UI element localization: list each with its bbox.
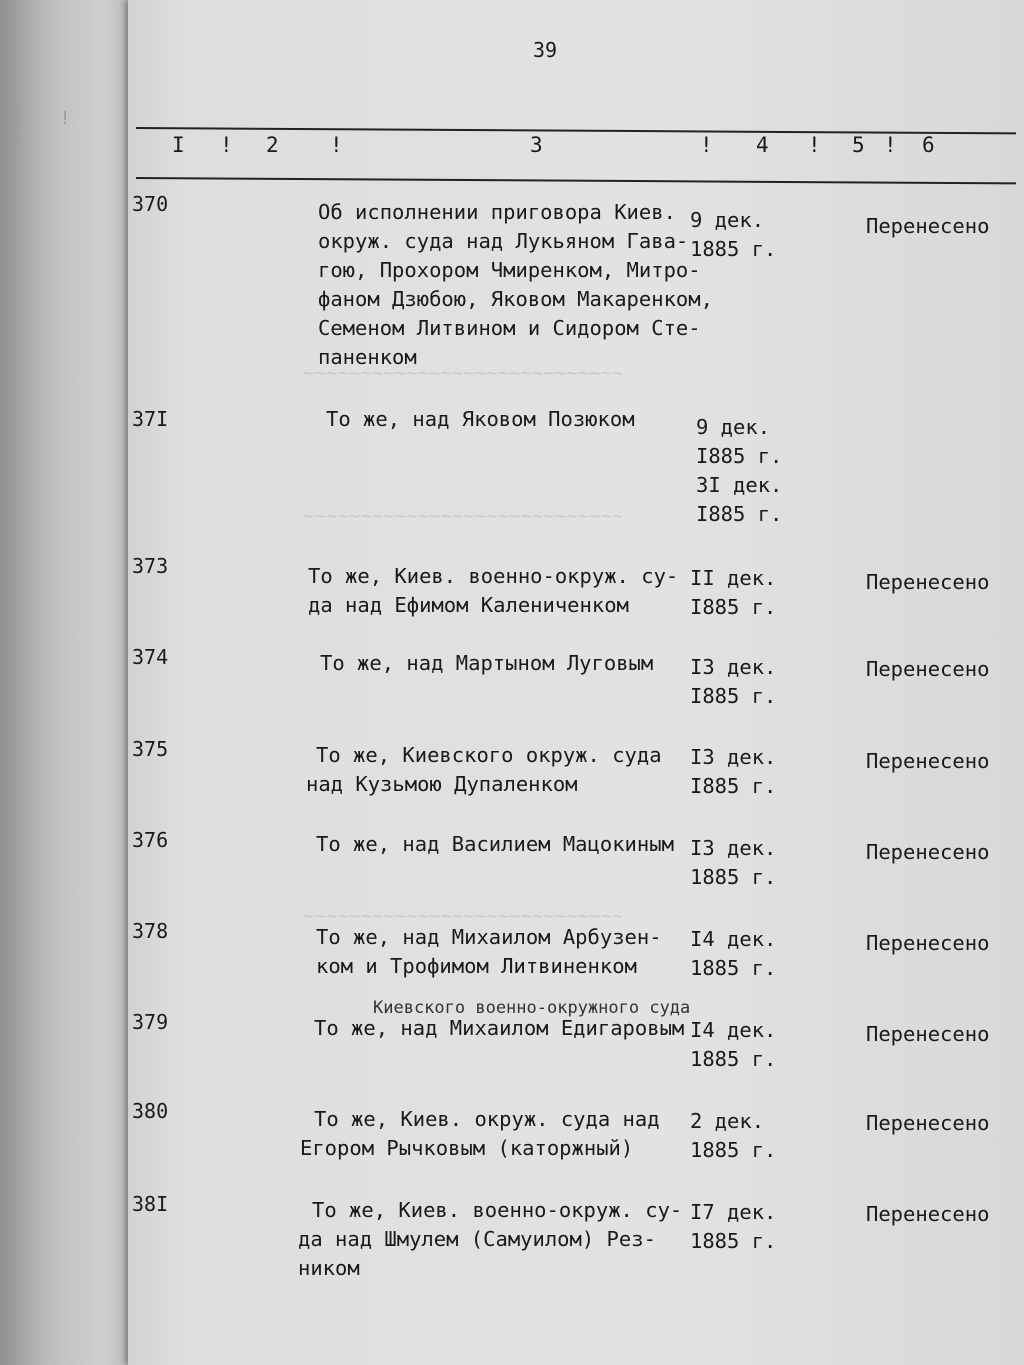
record-date <box>690 743 800 801</box>
book-spine-shadow <box>0 0 135 1365</box>
header-separator: ! <box>220 133 233 157</box>
header-col-6: 6 <box>922 133 935 157</box>
record-description <box>318 198 718 372</box>
document-page <box>128 0 1024 1365</box>
bleed-through-text: ~~~~~~~~~~~~~~~~~~~~~~~~~~~~ <box>303 505 624 527</box>
record-status: Перенесено <box>866 1022 990 1046</box>
date-line: 1885 г. <box>690 865 777 889</box>
record-status: Перенесено <box>866 840 990 864</box>
header-separator: ! <box>884 133 897 157</box>
record-status: Перенесено <box>866 1111 990 1135</box>
date-line: 9 дек. <box>696 415 771 439</box>
record-status: Перенесено <box>866 931 990 955</box>
record-date <box>690 564 800 622</box>
table-header-rule <box>136 177 1016 184</box>
date-line: II дек. <box>690 566 777 590</box>
header-col-1: I <box>172 133 185 157</box>
record-status: Перенесено <box>866 657 990 681</box>
record-date <box>696 413 806 529</box>
description-line: То же, над Михаилом Арбузен- <box>316 925 662 949</box>
record-date <box>690 925 800 983</box>
description-line: Семеном Литвином и Сидором Сте- <box>318 316 701 340</box>
header-col-2: 2 <box>266 133 279 157</box>
description-line: ком и Трофимом Литвиненком <box>316 954 637 978</box>
description-line: То же, над Яковом Позюком <box>326 407 635 431</box>
record-number: 379 <box>132 1010 169 1034</box>
date-line: I885 г. <box>696 502 783 526</box>
description-line: То же, над Василием Мацокиным <box>316 832 674 856</box>
record-description <box>316 830 716 859</box>
date-line: I885 г. <box>696 444 783 468</box>
date-line: 1885 г. <box>690 1229 777 1253</box>
record-date <box>690 206 800 264</box>
description-line: окруж. суда над Лукьяном Гава- <box>318 229 689 253</box>
date-line: I3 дек. <box>690 655 777 679</box>
record-number: 376 <box>132 828 169 852</box>
date-line: 1885 г. <box>690 237 777 261</box>
description-line: над Кузьмою Дупаленком <box>306 772 578 796</box>
handwritten-insertion: Киевского военно-окружного суда <box>373 998 691 1018</box>
date-line: I885 г. <box>690 774 777 798</box>
description-line: да над Ефимом Калениченком <box>308 593 629 617</box>
record-status: Перенесено <box>866 749 990 773</box>
description-line: То же, Киев. военно-окруж. су- <box>308 564 679 588</box>
description-line: То же, над Мартыном Луговым <box>320 651 654 675</box>
record-date <box>690 653 800 711</box>
header-separator: ! <box>808 133 821 157</box>
bleed-through-text: ~~~~~~~~~~~~~~~~~~~~~~~~~~~~ <box>303 905 624 927</box>
date-line: 1885 г. <box>690 956 777 980</box>
description-line: паненком <box>318 345 417 369</box>
description-line: Об исполнении приговора Киев. <box>318 200 676 224</box>
date-line: 1885 г. <box>690 1138 777 1162</box>
record-description <box>316 923 716 981</box>
date-line: I3 дек. <box>690 745 777 769</box>
date-line: I3 дек. <box>690 836 777 860</box>
description-line: гою, Прохором Чмиренком, Митро- <box>318 258 701 282</box>
description-line: да над Шмулем (Самуилом) Рез- <box>298 1227 656 1251</box>
date-line: 2 дек. <box>690 1109 765 1133</box>
record-status: Перенесено <box>866 570 990 594</box>
record-description <box>314 1014 714 1043</box>
date-line: I4 дек. <box>690 1018 777 1042</box>
date-line: I885 г. <box>690 595 777 619</box>
record-description <box>298 1196 712 1283</box>
description-line: То же, над Михаилом Едигаровым <box>314 1016 685 1040</box>
record-number: 38I <box>132 1192 169 1216</box>
description-line: То же, Киев. военно-окруж. су- <box>312 1198 683 1222</box>
record-description <box>306 741 716 799</box>
record-number: 375 <box>132 737 169 761</box>
header-separator: ! <box>330 133 343 157</box>
record-description <box>326 405 726 434</box>
date-line: I885 г. <box>690 684 777 708</box>
record-status: Перенесено <box>866 1202 990 1226</box>
record-number: 373 <box>132 554 169 578</box>
record-date <box>690 1198 800 1256</box>
date-line: 9 дек. <box>690 208 765 232</box>
record-number: 374 <box>132 645 169 669</box>
bleed-through-marks: 8 ! ! <box>10 108 85 150</box>
date-line: 3I дек. <box>696 473 783 497</box>
header-separator: ! <box>700 133 713 157</box>
record-number: 378 <box>132 919 169 943</box>
description-line: То же, Киев. окруж. суда над <box>314 1107 660 1131</box>
page-number: 39 <box>533 38 558 62</box>
record-description <box>320 649 720 678</box>
record-date <box>690 1107 800 1165</box>
record-number: 380 <box>132 1099 169 1123</box>
record-date <box>690 834 800 892</box>
date-line: 1885 г. <box>690 1047 777 1071</box>
header-col-3: 3 <box>530 133 543 157</box>
record-number: 370 <box>132 192 169 216</box>
header-col-5: 5 <box>852 133 865 157</box>
header-col-4: 4 <box>756 133 769 157</box>
record-status: Перенесено <box>866 214 990 238</box>
description-line: То же, Киевского окруж. суда <box>316 743 662 767</box>
record-description <box>300 1105 714 1163</box>
description-line: фаном Дзюбою, Яковом Макаренком, <box>318 287 713 311</box>
record-date <box>690 1016 800 1074</box>
record-number: 37I <box>132 407 169 431</box>
bleed-through-text: ~~~~~~~~~~~~~~~~~~~~~~~~~~~~ <box>303 362 624 384</box>
record-description <box>308 562 708 620</box>
date-line: I7 дек. <box>690 1200 777 1224</box>
description-line: ником <box>298 1256 360 1280</box>
date-line: I4 дек. <box>690 927 777 951</box>
description-line: Егором Рычковым (каторжный) <box>300 1136 634 1160</box>
